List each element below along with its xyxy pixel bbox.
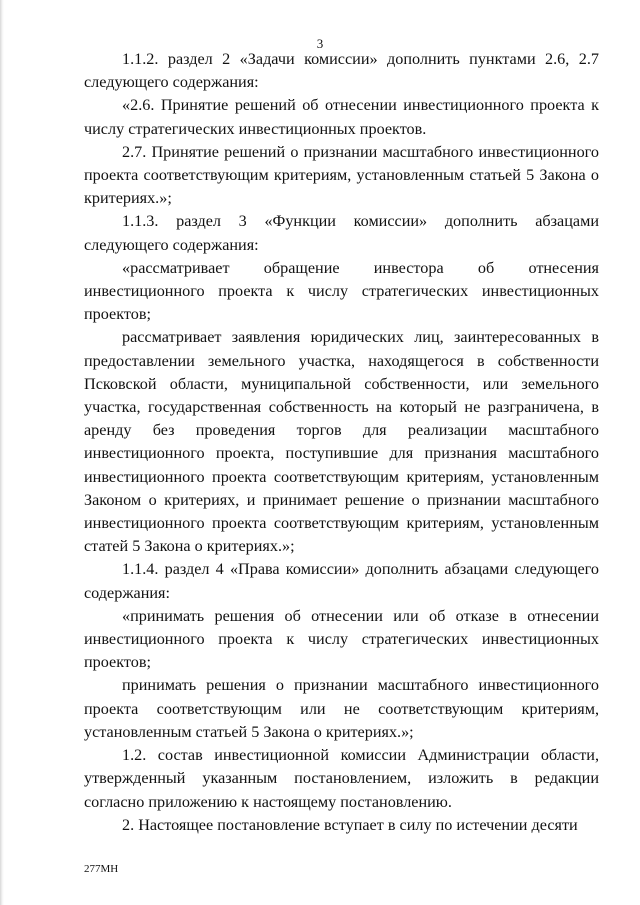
- document-body: [84, 48, 599, 837]
- paragraph-1-2: 1.2. состав инвестиционной комиссии Администрации области, утвержденный указанным постановлением, изложить в редакции согласно приложению к настоящему постановлению.: [84, 746, 599, 811]
- paragraph-2: 2. Настоящее постановление вступает в силу по истечении десяти: [122, 815, 578, 834]
- scan-edge: [0, 0, 4, 905]
- paragraph-1-1-3: 1.1.3. раздел 3 «Функции комиссии» дополнить абзацами следующего содержания:: [84, 212, 599, 254]
- paragraph-function-1: «рассматривает обращение инвестора об отнесения инвестиционного проекта к числу стратегических инвестиционных проектов;: [84, 258, 599, 324]
- document-code: 277МН: [84, 863, 119, 875]
- paragraph-2-7: 2.7. Принятие решений о признании масштабного инвестиционного проекта соответствующим критериям, установленным статьей 5 Закона о критериях.»;: [84, 142, 599, 208]
- paragraph-1-1-2: 1.1.2. раздел 2 «Задачи комиссии» дополнить пунктами 2.6, 2.7 следующего содержания:: [84, 50, 599, 92]
- paragraph-2-6: «2.6. Принятие решений об отнесении инвестиционного проекта к числу стратегических инвестиционных проектов.: [84, 96, 599, 138]
- paragraph-right-2: принимать решения о признании масштабного инвестиционного проекта соответствующим или не соответствующим критериям, установленным статьей 5 Закона о критериях.»;: [84, 676, 599, 741]
- paragraph-function-2: рассматривает заявления юридических лиц, заинтересованных в предоставлении земельного участка, находящегося в собственности Псковской области, муниципальной собственности, или земельного участка, государственная собственность на который не разграничена, в аренду без проведения торгов для реализации масштабного инвестиционного проекта, поступившие для признания масштабного инвестиционного проекта соответствующим критериям, установленным Законом о критериях, и принимает решение о признании масштабного инвестиционного проекта соответствующим критериям, установленным статей 5 Закона о критериях.»;: [84, 328, 599, 556]
- paragraph-right-1: «принимать решения об отнесении или об отказе в отнесении инвестиционного проекта к числу стратегических инвестиционных проектов;: [84, 606, 599, 672]
- page-number: 3: [316, 36, 324, 51]
- paragraph-1-1-4: 1.1.4. раздел 4 «Права комиссии» дополнить абзацами следующего содержания:: [84, 560, 599, 602]
